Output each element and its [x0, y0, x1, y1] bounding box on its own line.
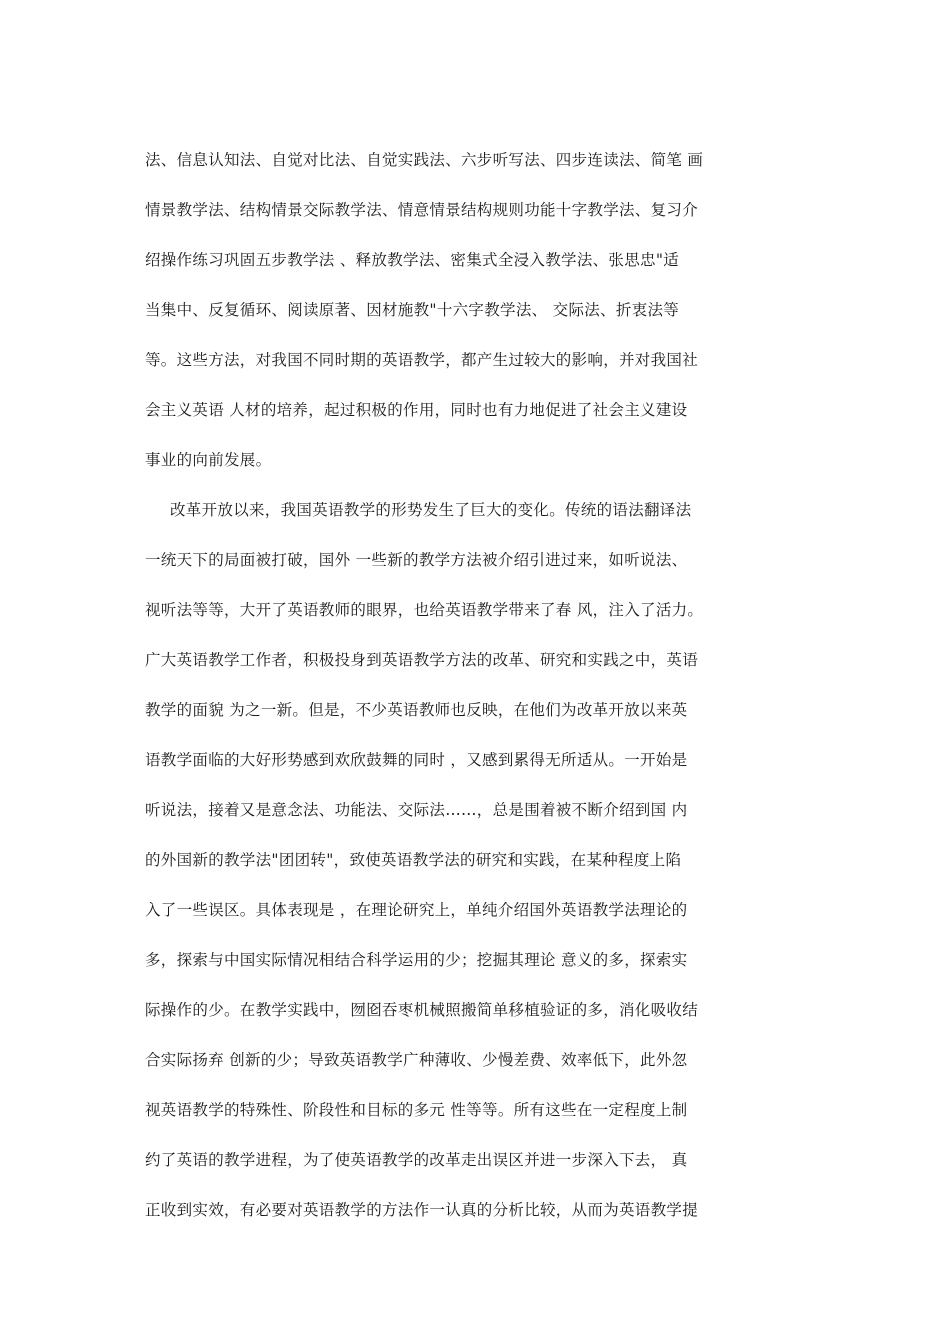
- text-line: 合实际扬弃 创新的少；导致英语教学广种薄收、少慢差费、效率低下，此外忽: [145, 1051, 688, 1069]
- text-line: 的外国新的教学法"团团转"，致使英语教学法的研究和实践，在某种程度上陷: [145, 851, 682, 869]
- text-line: 事业的向前发展。: [145, 451, 272, 469]
- text-line: 教学的面貌 为之一新。但是，不少英语教师也反映，在他们为改革开放以来英: [145, 701, 688, 719]
- text-line: 语教学面临的大好形势感到欢欣鼓舞的同时 ，又感到累得无所适从。一开始是: [145, 751, 688, 769]
- text-line: 视英语教学的特殊性、阶段性和目标的多元 性等等。所有这些在一定程度上制: [145, 1101, 688, 1119]
- text-line: 听说法，接着又是意念法、功能法、交际法……，总是围着被不断介绍到国 内: [145, 801, 688, 819]
- text-line: 入了一些误区。具体表现是 ，在理论研究上，单纯介绍国外英语教学法理论的: [145, 901, 688, 919]
- text-line: 会主义英语 人材的培养，起过积极的作用，同时也有力地促进了社会主义建设: [145, 401, 688, 419]
- text-line: 约了英语的教学进程，为了使英语教学的改革走出误区并进一步深入下去， 真: [145, 1151, 688, 1169]
- text-line: 情景教学法、结构情景交际教学法、情意情景结构规则功能十字教学法、复习介: [145, 201, 699, 219]
- text-line: 一统天下的局面被打破，国外 一些新的教学方法被介绍引进过来，如听说法、: [145, 551, 688, 569]
- text-line: 际操作的少。在教学实践中，囫囵吞枣机械照搬简单移植验证的多，消化吸收结: [145, 1001, 699, 1019]
- text-line: 正收到实效，有必要对英语教学的方法作一认真的分析比较，从而为英语教学提: [145, 1201, 699, 1219]
- text-line: 多，探索与中国实际情况相结合科学运用的少；挖掘其理论 意义的多，探索实: [145, 951, 688, 969]
- text-line: 改革开放以来，我国英语教学的形势发生了巨大的变化。传统的语法翻译法: [170, 501, 692, 519]
- text-line: 绍操作练习巩固五步教学法 、释放教学法、密集式全浸入教学法、张思忠"适: [145, 251, 680, 269]
- text-line: 当集中、反复循环、阅读原著、因材施教"十六字教学法、 交际法、折衷法等: [145, 301, 680, 319]
- text-line: 等。这些方法，对我国不同时期的英语教学，都产生过较大的影响，并对我国社: [145, 351, 699, 369]
- text-line: 视听法等等，大开了英语教师的眼界，也给英语教学带来了春 风，注入了活力。: [145, 601, 704, 619]
- text-line: 法、信息认知法、自觉对比法、自觉实践法、六步听写法、四步连读法、简笔 画: [145, 151, 704, 169]
- text-line: 广大英语教学工作者，积极投身到英语教学方法的改革、研究和实践之中，英语: [145, 651, 699, 669]
